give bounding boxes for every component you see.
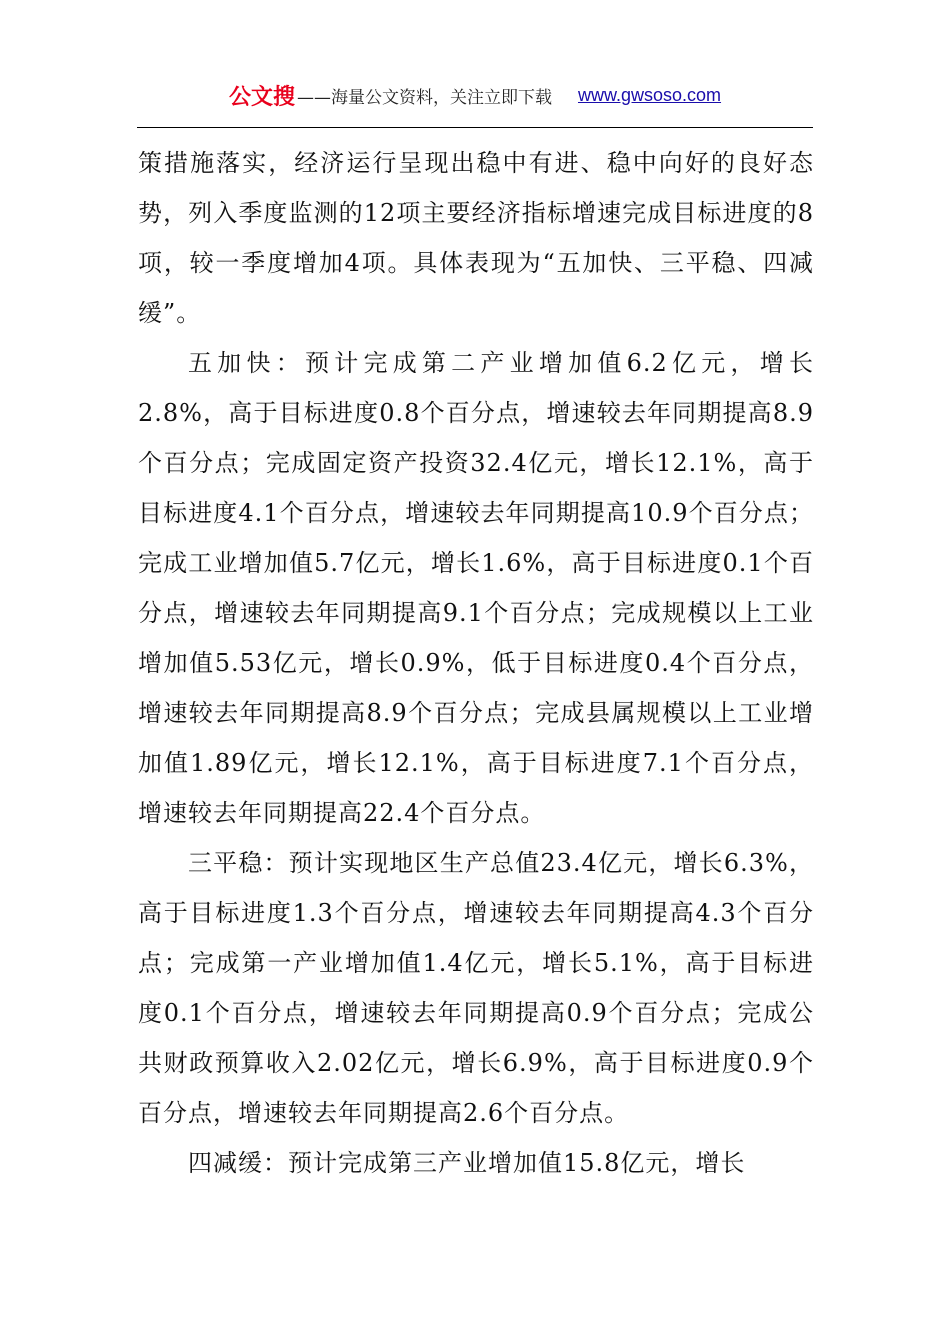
- paragraph-overview: 策措施落实，经济运行呈现出稳中有进、稳中向好的良好态势，列入季度监测的12项主要经济指标增速完成目标进度的8项，较一季度增加4项。具体表现为“五加快、三平稳、四减缓”。: [138, 149, 814, 327]
- document-body: [138, 138, 814, 1188]
- header-divider: [137, 127, 813, 128]
- page-header: [0, 80, 950, 114]
- brand-logo-text: 公文搜: [228, 85, 295, 110]
- paragraph-five-accelerations: 五加快：预计完成第二产业增加值6.2亿元，增长2.8%，高于目标进度0.8个百分点，增速较去年同期提高8.9个百分点；完成固定资产投资32.4亿元，增长12.1%，高于目标进度4.1个百分点，增速较去年同期提高10.9个百分点；完成工业增加值5.7亿元，增长1.6%，高于目标进度0.1个百分点，增速较去年同期提高9.1个百分点；完成规模以上工业增加值5.53亿元，增长0.9%，低于目标进度0.4个百分点，增速较去年同期提高8.9个百分点；完成县属规模以上工业增加值1.89亿元，增长12.1%，高于目标进度7.1个百分点，增速较去年同期提高22.4个百分点。: [138, 349, 814, 827]
- header-tagline: ——海量公文资料，关注立即下载: [296, 88, 552, 108]
- website-link[interactable]: www.gwsoso.com: [577, 85, 722, 105]
- paragraph-four-slowdowns: 四减缓：预计完成第三产业增加值15.8亿元，增长: [188, 1149, 746, 1177]
- paragraph-three-stable: 三平稳：预计实现地区生产总值23.4亿元，增长6.3%，高于目标进度1.3个百分点，增速较去年同期提高4.3个百分点；完成第一产业增加值1.4亿元，增长5.1%，高于目标进度0.1个百分点，增速较去年同期提高0.9个百分点；完成公共财政预算收入2.02亿元，增长6.9%，高于目标进度0.9个百分点，增速较去年同期提高2.6个百分点。: [138, 849, 814, 1127]
